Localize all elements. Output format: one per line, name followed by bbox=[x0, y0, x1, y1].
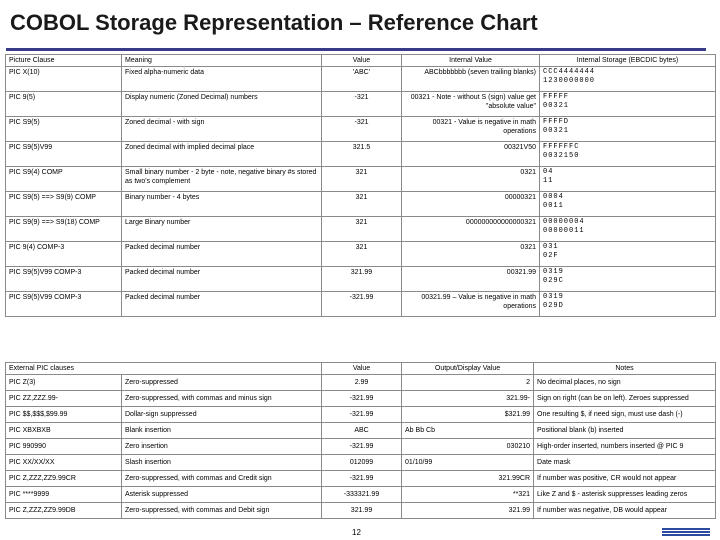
header-picture-clause: Picture Clause bbox=[6, 55, 122, 67]
external-pic-table bbox=[5, 362, 716, 519]
pic-meaning-cell: Zero insertion bbox=[122, 439, 322, 455]
display-value-cell: 030210 bbox=[402, 439, 534, 455]
internal-value-cell: ABCbbbbbbb (seven trailing blanks) bbox=[402, 67, 540, 92]
note-cell: If number was negative, DB would appear bbox=[534, 503, 716, 519]
storage-table-row bbox=[6, 67, 716, 92]
header-internal-value: Internal Value bbox=[402, 55, 540, 67]
storage-table-row bbox=[6, 217, 716, 242]
internal-value-cell: 00321V50 bbox=[402, 142, 540, 167]
page-title: COBOL Storage Representation – Reference Chart bbox=[10, 10, 538, 35]
ebcdic-bytes-cell bbox=[540, 117, 716, 142]
picture-clause-cell: PIC S9(5)V99 COMP-3 bbox=[6, 292, 122, 317]
pic-clause-cell: PIC ZZ,ZZZ.99- bbox=[6, 391, 122, 407]
ebcdic-zone-line: 0004 bbox=[543, 193, 564, 201]
internal-value-cell: 00321 - Value is negative in math operations bbox=[402, 117, 540, 142]
display-value-cell: Ab Bb Cb bbox=[402, 423, 534, 439]
storage-table-header-row bbox=[6, 55, 716, 67]
pic-clause-cell: PIC ****9999 bbox=[6, 487, 122, 503]
ebcdic-numeric-line: 029C bbox=[543, 277, 564, 285]
ebcdic-numeric-line: 00000011 bbox=[543, 227, 585, 235]
storage-table-row bbox=[6, 267, 716, 292]
pic-meaning-cell: Zero-suppressed, with commas and Debit sign bbox=[122, 503, 322, 519]
note-cell: Sign on right (can be on left). Zeroes suppressed bbox=[534, 391, 716, 407]
value-cell: 'ABC' bbox=[322, 67, 402, 92]
ebcdic-zone-line: FFFFD bbox=[543, 118, 570, 126]
pic-value-cell: 321.99 bbox=[322, 503, 402, 519]
internal-value-cell: 00321 - Note - without S (sign) value get "absolute value" bbox=[402, 92, 540, 117]
page-number: 12 bbox=[352, 528, 361, 537]
ebcdic-numeric-line: 1230000000 bbox=[543, 77, 596, 85]
meaning-cell: Packed decimal number bbox=[122, 267, 322, 292]
pic-value-cell: 2.99 bbox=[322, 375, 402, 391]
value-cell: -321 bbox=[322, 92, 402, 117]
pic-value-cell: -321.99 bbox=[322, 407, 402, 423]
ebcdic-zone-line: 00000004 bbox=[543, 218, 585, 226]
ebcdic-bytes-cell bbox=[540, 242, 716, 267]
meaning-cell: Packed decimal number bbox=[122, 242, 322, 267]
value-cell: 321 bbox=[322, 242, 402, 267]
pic-table-row bbox=[6, 439, 716, 455]
pic-table-row bbox=[6, 503, 716, 519]
value-cell: -321 bbox=[322, 117, 402, 142]
ebcdic-zone-line: 031 bbox=[543, 243, 559, 251]
header-notes: Notes bbox=[534, 363, 716, 375]
pic-meaning-cell: Blank insertion bbox=[122, 423, 322, 439]
value-cell: 321 bbox=[322, 167, 402, 192]
picture-clause-cell: PIC S9(5) bbox=[6, 117, 122, 142]
ebcdic-bytes-cell bbox=[540, 267, 716, 292]
picture-clause-cell: PIC 9(5) bbox=[6, 92, 122, 117]
storage-representation-table bbox=[5, 54, 716, 317]
pic-table-row bbox=[6, 487, 716, 503]
picture-clause-cell: PIC S9(9) ==> S9(18) COMP bbox=[6, 217, 122, 242]
pic-meaning-cell: Zero-suppressed, with commas and minus sign bbox=[122, 391, 322, 407]
display-value-cell: 321.99CR bbox=[402, 471, 534, 487]
meaning-cell: Fixed alpha-numeric data bbox=[122, 67, 322, 92]
ebcdic-numeric-line: 0011 bbox=[543, 202, 564, 210]
pic-table-body bbox=[6, 375, 716, 519]
pic-table-row bbox=[6, 423, 716, 439]
ebcdic-bytes-cell bbox=[540, 292, 716, 317]
ebcdic-zone-line: 04 bbox=[543, 168, 554, 176]
pic-clause-cell: PIC 990990 bbox=[6, 439, 122, 455]
internal-value-cell: 00000321 bbox=[402, 192, 540, 217]
ebcdic-zone-line: 0319 bbox=[543, 293, 564, 301]
header-output-display-value: Output/Display Value bbox=[402, 363, 534, 375]
internal-value-cell: 0321 bbox=[402, 242, 540, 267]
pic-clause-cell: PIC $$,$$$,$99.99 bbox=[6, 407, 122, 423]
ebcdic-bytes-cell bbox=[540, 167, 716, 192]
ebcdic-numeric-line: 11 bbox=[543, 177, 554, 185]
storage-table-row bbox=[6, 242, 716, 267]
storage-table-row bbox=[6, 292, 716, 317]
pic-clause-cell: PIC Z,ZZZ,ZZ9.99DB bbox=[6, 503, 122, 519]
title-underline bbox=[6, 48, 706, 51]
internal-value-cell: 000000000000000321 bbox=[402, 217, 540, 242]
header-internal-storage: Internal Storage (EBCDIC bytes) bbox=[540, 55, 716, 67]
internal-value-cell: 00321.99 bbox=[402, 267, 540, 292]
pic-value-cell: ABC bbox=[322, 423, 402, 439]
ebcdic-bytes-cell bbox=[540, 142, 716, 167]
pic-value-cell: -333321.99 bbox=[322, 487, 402, 503]
storage-table-body bbox=[6, 67, 716, 317]
display-value-cell: **321 bbox=[402, 487, 534, 503]
meaning-cell: Binary number - 4 bytes bbox=[122, 192, 322, 217]
note-cell: High-order inserted, numbers inserted @ PIC 9 bbox=[534, 439, 716, 455]
note-cell: Like Z and $ - asterisk suppresses leading zeros bbox=[534, 487, 716, 503]
header-pic-value: Value bbox=[322, 363, 402, 375]
ebcdic-numeric-line: 00321 bbox=[543, 102, 570, 110]
ebcdic-zone-line: FFFFF bbox=[543, 93, 570, 101]
ebcdic-zone-line: 0319 bbox=[543, 268, 564, 276]
ebcdic-numeric-line: 029D bbox=[543, 302, 564, 310]
storage-table-row bbox=[6, 92, 716, 117]
pic-table-row bbox=[6, 391, 716, 407]
value-cell: 321.99 bbox=[322, 267, 402, 292]
meaning-cell: Packed decimal number bbox=[122, 292, 322, 317]
pic-clause-cell: PIC Z,ZZZ,ZZ9.99CR bbox=[6, 471, 122, 487]
note-cell: Positional blank (b) inserted bbox=[534, 423, 716, 439]
note-cell: Date mask bbox=[534, 455, 716, 471]
meaning-cell: Display numeric (Zoned Decimal) numbers bbox=[122, 92, 322, 117]
meaning-cell: Small binary number - 2 byte - note, negative binary #s stored as two's complement bbox=[122, 167, 322, 192]
picture-clause-cell: PIC S9(5) ==> S9(9) COMP bbox=[6, 192, 122, 217]
pic-value-cell: -321.99 bbox=[322, 391, 402, 407]
display-value-cell: 2 bbox=[402, 375, 534, 391]
display-value-cell: 321.99 bbox=[402, 503, 534, 519]
ebcdic-bytes-cell bbox=[540, 217, 716, 242]
ebcdic-zone-line: CCC4444444 bbox=[543, 68, 596, 76]
storage-table-row bbox=[6, 117, 716, 142]
pic-table-row bbox=[6, 407, 716, 423]
pic-value-cell: 012099 bbox=[322, 455, 402, 471]
storage-table-row bbox=[6, 142, 716, 167]
pic-table-row bbox=[6, 455, 716, 471]
ebcdic-numeric-line: 00321 bbox=[543, 127, 570, 135]
value-cell: -321.99 bbox=[322, 292, 402, 317]
note-cell: No decimal places, no sign bbox=[534, 375, 716, 391]
meaning-cell: Zoned decimal with implied decimal place bbox=[122, 142, 322, 167]
header-external-pic-clauses: External PIC clauses bbox=[6, 363, 322, 375]
storage-table-row bbox=[6, 192, 716, 217]
pic-meaning-cell: Slash insertion bbox=[122, 455, 322, 471]
ebcdic-zone-line: FFFFFFC bbox=[543, 143, 580, 151]
pic-table-header-row bbox=[6, 363, 716, 375]
picture-clause-cell: PIC S9(5)V99 COMP-3 bbox=[6, 267, 122, 292]
picture-clause-cell: PIC X(10) bbox=[6, 67, 122, 92]
internal-value-cell: 0321 bbox=[402, 167, 540, 192]
ebcdic-numeric-line: 0032150 bbox=[543, 152, 580, 160]
header-value: Value bbox=[322, 55, 402, 67]
pic-value-cell: -321.99 bbox=[322, 471, 402, 487]
display-value-cell: $321.99 bbox=[402, 407, 534, 423]
pic-value-cell: -321.99 bbox=[322, 439, 402, 455]
pic-meaning-cell: Zero-suppressed, with commas and Credit sign bbox=[122, 471, 322, 487]
picture-clause-cell: PIC S9(5)V99 bbox=[6, 142, 122, 167]
value-cell: 321.5 bbox=[322, 142, 402, 167]
pic-clause-cell: PIC Z(3) bbox=[6, 375, 122, 391]
internal-value-cell: 00321.99 – Value is negative in math operations bbox=[402, 292, 540, 317]
note-cell: One resulting $, if need sign, must use dash (-) bbox=[534, 407, 716, 423]
display-value-cell: 01/10/99 bbox=[402, 455, 534, 471]
ebcdic-bytes-cell bbox=[540, 92, 716, 117]
pic-clause-cell: PIC XBXBXB bbox=[6, 423, 122, 439]
value-cell: 321 bbox=[322, 217, 402, 242]
meaning-cell: Large Binary number bbox=[122, 217, 322, 242]
storage-table-row bbox=[6, 167, 716, 192]
picture-clause-cell: PIC 9(4) COMP-3 bbox=[6, 242, 122, 267]
pic-clause-cell: PIC XX/XX/XX bbox=[6, 455, 122, 471]
pic-meaning-cell: Dollar-sign suppressed bbox=[122, 407, 322, 423]
note-cell: If number was positive, CR would not appear bbox=[534, 471, 716, 487]
display-value-cell: 321.99- bbox=[402, 391, 534, 407]
pic-table-row bbox=[6, 375, 716, 391]
pic-meaning-cell: Zero-suppressed bbox=[122, 375, 322, 391]
ebcdic-numeric-line: 02F bbox=[543, 252, 559, 260]
value-cell: 321 bbox=[322, 192, 402, 217]
ebcdic-bytes-cell bbox=[540, 67, 716, 92]
pic-table-row bbox=[6, 471, 716, 487]
meaning-cell: Zoned decimal - with sign bbox=[122, 117, 322, 142]
pic-meaning-cell: Asterisk suppressed bbox=[122, 487, 322, 503]
ebcdic-bytes-cell bbox=[540, 192, 716, 217]
company-logo bbox=[660, 526, 712, 538]
picture-clause-cell: PIC S9(4) COMP bbox=[6, 167, 122, 192]
header-meaning: Meaning bbox=[122, 55, 322, 67]
